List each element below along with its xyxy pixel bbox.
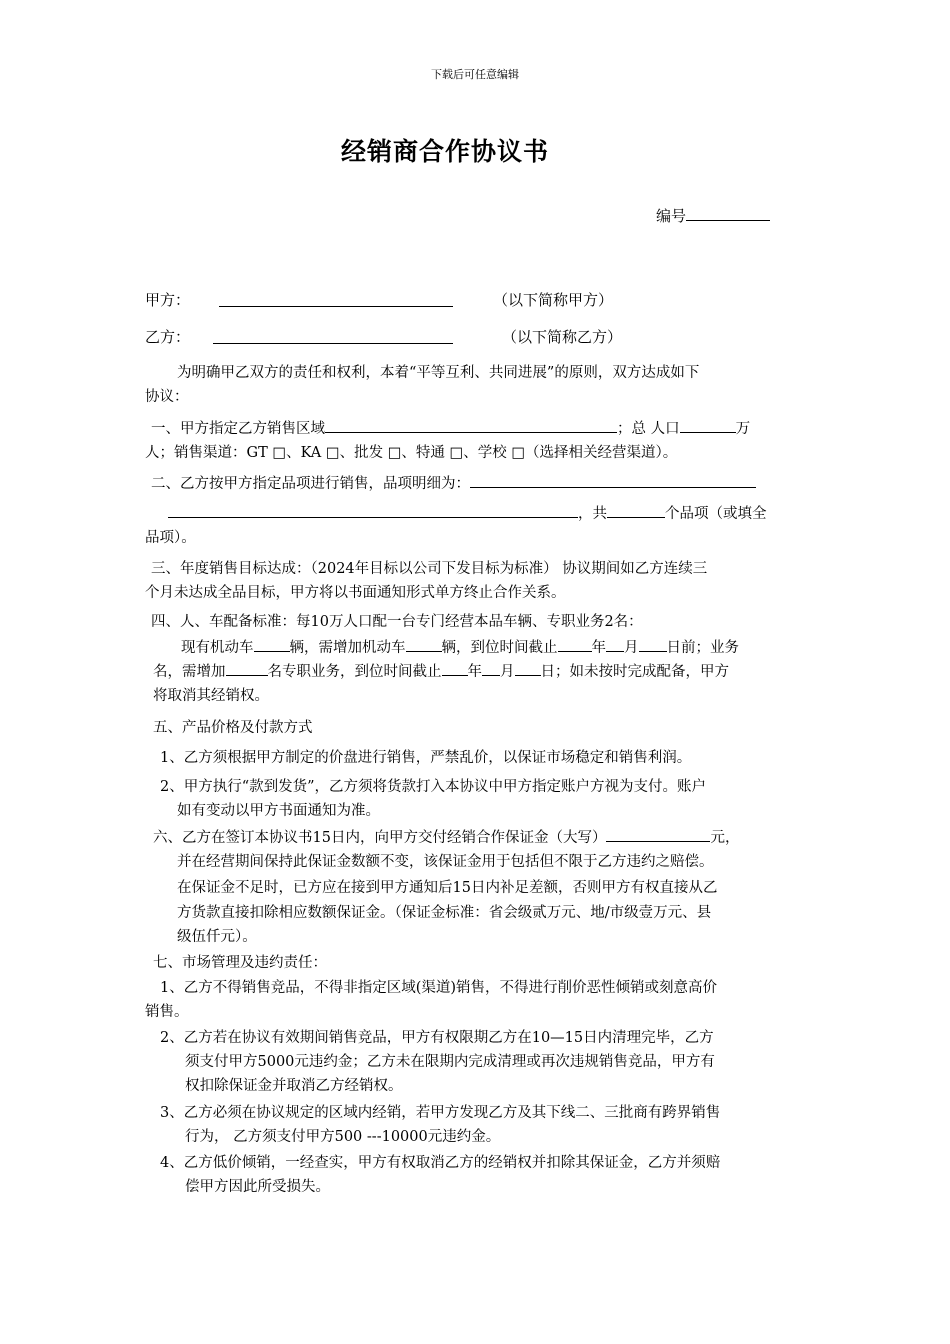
deposit-amount-blank[interactable] [606,827,710,842]
clause1-unit: 万 [735,421,751,437]
clause6-line-5: 级伍仟元）。 [177,929,257,945]
clause7-item-3b: 行为， 乙方须支付甲方500 ---10000元违约金。 [185,1129,501,1145]
clause7-item-3a: 3、乙方必须在协议规定的区域内经销，若甲方发现乙方及其下线二、三批商有跨界销售 [160,1105,721,1121]
clause2-total-label: ，共 [578,506,607,522]
number-label: 编号 [656,207,687,225]
clause4-month: 月 [624,640,639,656]
clause4-line-3 [153,660,729,684]
clause7-item-1b: 销售。 [145,1004,189,1020]
clause2-line-1 [151,472,756,496]
clause1-line-2: 人；销售渠道：GT □、KA □、批发 □、特通 □、学校 □（选择相关经营渠道）。 [145,445,678,461]
clause7-item-2a: 2、乙方若在协议有效期间销售竞品，甲方有权限期乙方在10—15日内清理完毕，乙方 [160,1030,714,1046]
party-a-row [145,289,190,310]
clause6-line-1 [153,826,739,850]
clause4-staff-deadline-label: 名专职业务，到位时间截止 [267,664,442,680]
region-blank[interactable] [325,418,617,433]
population-blank[interactable] [680,418,736,433]
vehicle-month-blank[interactable] [606,637,624,652]
clause4-staff-label: 名，需增加 [153,664,226,680]
clause4-staff-tail: 日；如未按时完成配备，甲方 [540,664,729,680]
vehicle-year-blank[interactable] [558,637,592,652]
clause7-item-4a: 4、乙方低价倾销，一经查实，甲方有权取消乙方的经销权并扣除其保证金，乙方并须赔 [160,1155,721,1171]
party-b-label: 乙方： [145,328,191,346]
clause7-item-2b: 须支付甲方5000元违约金；乙方未在限期内完成清理或再次违规销售竞品，甲方有 [185,1054,715,1070]
clause5-title: 五、产品价格及付款方式 [153,720,313,736]
intro-line-2: 协议： [145,389,189,405]
number-blank[interactable] [686,205,770,221]
clause4-staff-month: 月 [500,664,515,680]
party-b-note: （以下简称乙方） [502,328,623,346]
party-a-label: 甲方： [145,291,191,309]
clause1-region-label: 一、甲方指定乙方销售区域 [151,421,325,437]
clause2-line-3: 品项）。 [145,530,196,546]
vehicles-current-blank[interactable] [254,637,290,652]
clause3-line-2: 个月未达成全品目标，甲方将以书面通知形式单方终止合作关系。 [145,585,566,601]
clause2-line-2 [168,502,767,526]
clause4-line-4: 将取消其经销权。 [153,688,269,704]
contract-number [656,205,770,226]
document-title: 经销商合作协议书 [340,137,549,166]
clause4-day-tail: 日前；业务 [666,640,739,656]
vehicle-day-blank[interactable] [639,637,667,652]
clause3-line-1: 三、年度销售目标达成：（2024年目标以公司下发目标为标准） 协议期间如乙方连续三 [151,561,708,577]
clause4-line-2 [181,636,739,660]
staff-year-blank[interactable] [442,661,468,676]
staff-month-blank[interactable] [482,661,500,676]
clause6-line-2: 并在经营期间保持此保证金数额不变，该保证金用于包括但不限于乙方违约之赔偿。 [177,854,714,870]
clause7-item-2c: 权扣除保证金并取消乙方经销权。 [185,1078,403,1094]
intro-line-1: 为明确甲乙双方的责任和权利，本着“平等互利、共同进展”的原则，双方达成如下 [177,365,700,381]
party-b-blank[interactable] [213,343,453,344]
clause2-label: 二、乙方按甲方指定品项进行销售，品项明细为： [151,476,470,492]
clause5-item-2a: 2、甲方执行“款到发货”，乙方须将货款打入本协议中甲方指定账户方视为支付。账户 [160,779,707,795]
items-count-blank[interactable] [607,503,665,518]
party-a-note: （以下简称甲方） [493,291,614,309]
clause5-item-2b: 如有变动以甲方书面通知为准。 [177,803,380,819]
party-a-blank[interactable] [219,306,453,307]
clause2-total-unit: 个品项（或填全 [665,506,767,522]
vehicles-add-blank[interactable] [406,637,442,652]
clause6-deposit-unit: 元， [710,830,740,846]
clause4-deadline-label: 辆，到位时间截止 [441,640,558,656]
staff-add-blank[interactable] [226,661,268,676]
clause7-item-1a: 1、乙方不得销售竞品，不得非指定区域(渠道)销售，不得进行削价恶性倾销或刻意高价 [160,980,718,996]
party-b-row [145,326,190,347]
clause4-year: 年 [591,640,606,656]
clause7-title: 七、市场管理及违约责任： [153,955,327,971]
items-blank-1[interactable] [470,473,756,488]
clause5-item-1: 1、乙方须根据甲方制定的价盘进行销售，严禁乱价，以保证市场稳定和销售利润。 [160,750,692,766]
clause6-line-3: 在保证金不足时，已方应在接到甲方通知后15日内补足差额，否则甲方有权直接从乙 [177,880,718,896]
clause1-line-1 [151,417,750,441]
items-blank-2[interactable] [168,503,578,518]
clause4-vehicles-label: 现有机动车 [181,640,254,656]
clause4-vehicles-add-label: 辆，需增加机动车 [289,640,406,656]
clause6-deposit-label: 六、乙方在签订本协议书15日内，向甲方交付经销合作保证金（大写） [153,830,607,846]
staff-day-blank[interactable] [515,661,541,676]
clause6-line-4: 方货款直接扣除相应数额保证金。（保证金标准：省会级贰万元、地/市级壹万元、县 [177,905,712,921]
clause7-item-4b: 偿甲方因此所受损失。 [185,1179,330,1195]
clause4-staff-year: 年 [467,664,482,680]
clause4-line-1: 四、人、车配备标准：每10万人口配一台专门经营本品车辆、专职业务2名： [151,614,643,630]
clause1-population-label: ；总 人口 [617,421,680,437]
header-note: 下载后可任意编辑 [431,68,519,81]
